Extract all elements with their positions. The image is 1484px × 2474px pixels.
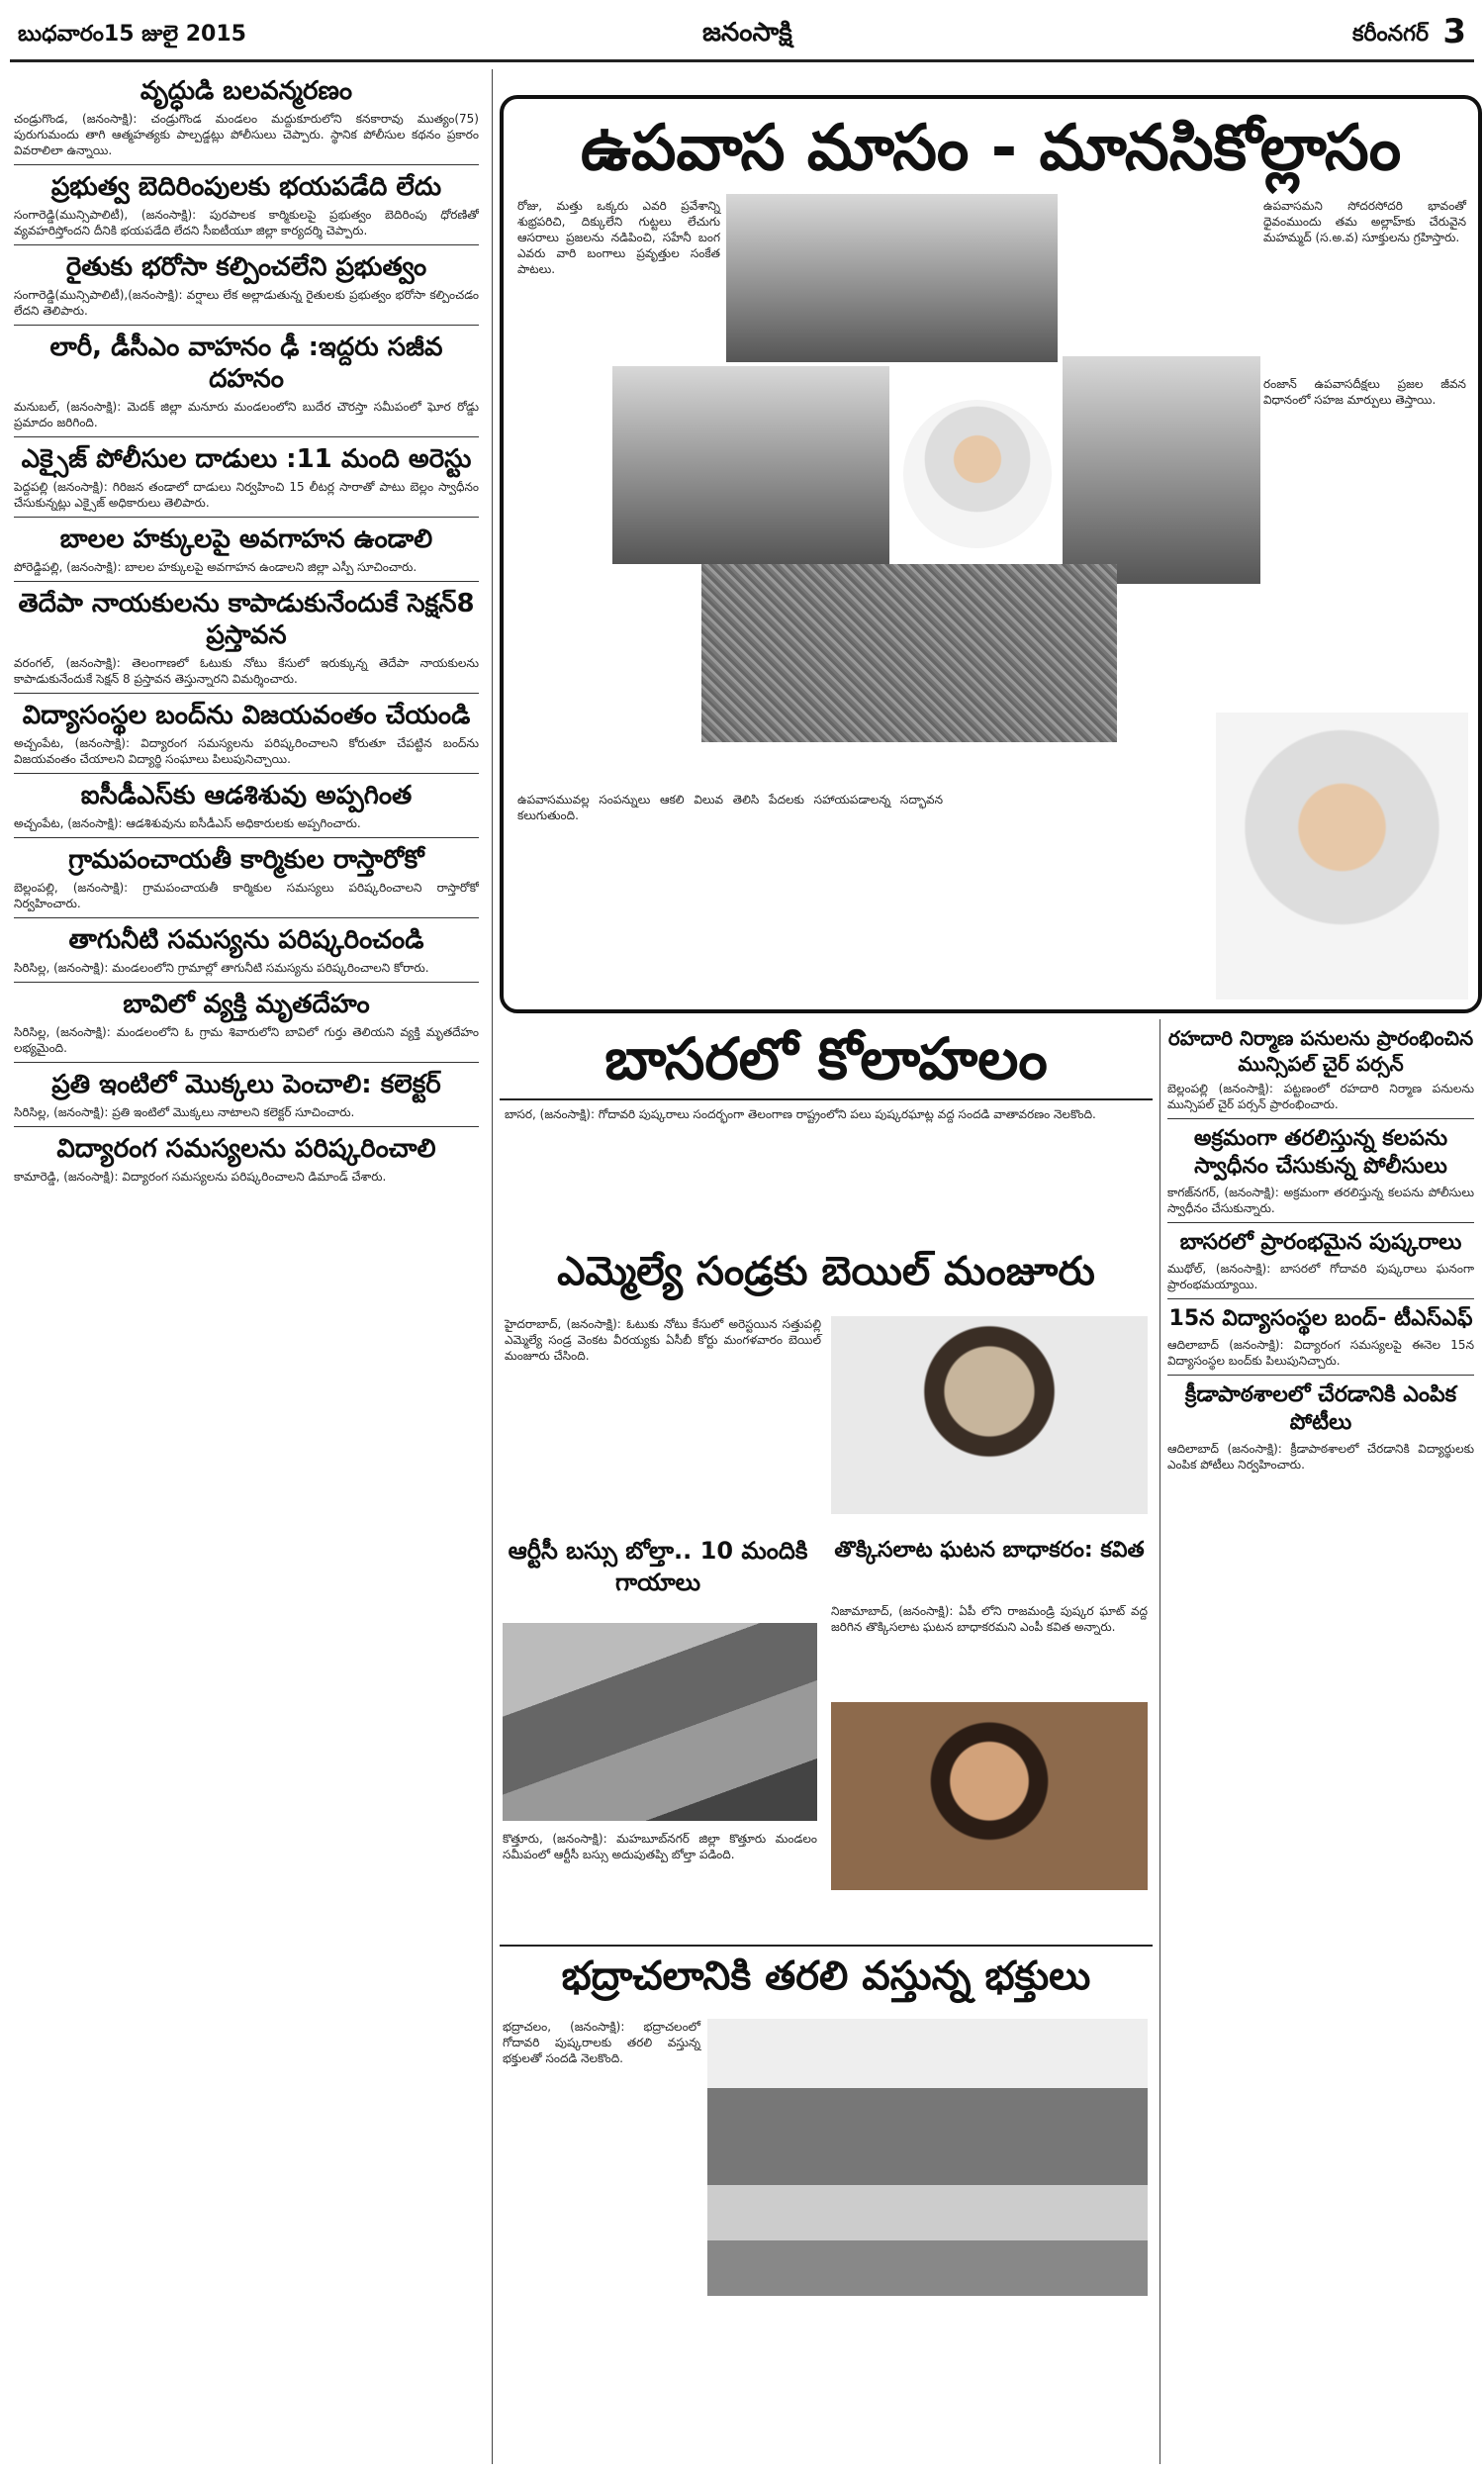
headline: గ్రామపంచాయతీ కార్మికుల రాస్తారోకో [68, 845, 424, 875]
mla-body: హైదరాబాద్, (జనంసాక్షి): ఓటుకు నోటు కేసులో అరెస్టయిన సత్తుపల్లి ఎమ్మెల్యే సండ్ర వెంకట వీరయ్యకు ఏసీబీ కోర్టు మంగళవారం బెయిల్ మంజూరు చేసింది. [505, 1317, 821, 1363]
article-body: ముథోల్, (జనంసాక్షి): బాసరలో గోదావరి పుష్కరాలు ఘనంగా ప్రారంభమయ్యాయి. [1167, 1262, 1474, 1291]
headline: రైతుకు భరోసా కల్పించలేని ప్రభుత్వం [65, 252, 427, 282]
divider [14, 982, 479, 983]
headline: తెదేపా నాయకులను కాపాడుకునేందుకే సెక్షన్8 ప్రస్తావన [18, 589, 475, 650]
feature-text: రంజాన్ ఉపవాసదీక్షలు ప్రజల జీవన విధానంలో సహజ మార్పులు తెస్తాయి. [1263, 377, 1466, 407]
feature-title: ఉపవాస మాసం - మానసికోల్లాసం [580, 112, 1402, 185]
paper-logo: జనంసాక్షి [702, 18, 792, 48]
right-column [1167, 1019, 1474, 2464]
headline: విద్యాసంస్థల బంద్‌ను విజయవంతం చేయండి [22, 701, 471, 730]
divider [1167, 1118, 1474, 1119]
prayer-photo [1063, 356, 1260, 584]
article-body: అచ్చంపేట, (జనంసాక్షి): విద్యారంగ సమస్యలను పరిష్కరించాలని కోరుతూ చేపట్టిన బంద్‌ను విజయవంతం చేయాలని విద్యార్థి సంఘాలు పిలుపునిచ్చాయి. [14, 736, 479, 766]
ramzan-feature-box [500, 95, 1482, 1013]
divider [14, 164, 479, 165]
feature-text: ఉపవాసమని సోదరసోదరి భావంతో ధైవంముందు తమ అల్లాహ్‌కు చేరువైన మహమ్మద్ (స.అ.వ) సూక్తులను గ్రహిస్తారు. [1263, 199, 1466, 244]
column-divider [492, 69, 493, 2464]
basara-body: బాసర, (జనంసాక్షి): గోదావరి పుష్కరాలు సందర్భంగా తెలంగాణ రాష్ట్రంలోని పలు పుష్కరఘాట్ల వద్ద సందడి వాతావరణం నెలకొంది. [505, 1107, 1096, 1121]
divider [1167, 1375, 1474, 1376]
divider [14, 1062, 479, 1063]
masthead [10, 8, 1474, 62]
charminar-crowd-photo [701, 564, 1117, 742]
article-body: ఆదిలాబాద్ (జనంసాక్షి): విద్యారంగ సమస్యలపై ఈనెల 15న విద్యాసంస్థల బంద్‌కు పిలుపునిచ్చారు. [1167, 1338, 1474, 1368]
article-body: అచ్చంపేట, (జనంసాక్షి): ఆడశిశువును ఐసీడీఎస్ అధికారులకు అప్పగించారు. [14, 816, 361, 830]
mla-photo [831, 1316, 1148, 1514]
headline: బాసరలో ప్రారంభమైన పుష్కరాలు [1179, 1230, 1462, 1255]
kavitha-body: నిజామాబాద్, (జనంసాక్షి): ఏపీ లోని రాజమండ్రి పుష్కర ఘాట్ వద్ద జరిగిన తొక్కిసలాట ఘటన బాధాకరమని ఎంపీ కవిత అన్నారు. [831, 1604, 1148, 1634]
headline: ప్రభుత్వ బెదిరింపులకు భయపడేది లేదు [50, 172, 442, 202]
headline: బావిలో వ్యక్తి మృతదేహం [123, 990, 370, 1019]
article-body: పెద్దపల్లి (జనంసాక్షి): గిరిజన తండాలో దాడులు నిర్వహించి 15 లీటర్ల సారాతో పాటు బెల్లం స్వాధీనం చేసుకున్నట్లు ఎక్సైజ్ అధికారులు తెలిపారు. [14, 480, 479, 510]
divider [14, 517, 479, 518]
article-body: చండ్రుగొండ, (జనంసాక్షి): చండ్రుగొండ మండలం మద్దుకూరులోని కనకారావు ముత్యం(75) పురుగుమందు తాగి ఆత్మహత్యకు పాల్పడ్డట్లు పోలీసులు చెప్పారు. స్థానిక పోలీసుల కథనం ప్రకారం వివరాలిలా ఉన్నాయి. [14, 112, 479, 157]
basara-headline: బాసరలో కోలాహలం [500, 1019, 1153, 1100]
divider [14, 837, 479, 838]
divider [14, 581, 479, 582]
article-body: కాగజ్‌నగర్, (జనంసాక్షి): అక్రమంగా తరలిస్తున్న కలపను పోలీసులు స్వాధీనం చేసుకున్నారు. [1167, 1186, 1474, 1215]
divider [1167, 1222, 1474, 1223]
article-body: బెల్లంపల్లి (జనంసాక్షి): పట్టణంలో రహదారి నిర్మాణ పనులను మున్సిపల్ చైర్ పర్సన్ ప్రారంభించారు. [1167, 1082, 1474, 1111]
headline: ప్రతి ఇంటిలో మొక్కలు పెంచాలి: కలెక్టర్ [51, 1070, 441, 1099]
bus-headline: ఆర్టీసీ బస్సు బోల్తా.. 10 మందికి గాయాలు [508, 1537, 808, 1596]
edition-city: కరీంనగర్ [1351, 22, 1429, 47]
bus-body: కొత్తూరు, (జనంసాక్షి): మహబూబ్‌నగర్ జిల్లా కొత్తూరు మండలం సమీపంలో ఆర్టీసీ బస్సు అదుపుతప్పి బోల్తా పడింది. [503, 1832, 817, 1861]
bhadrachalam-body: భద్రాచలం, (జనంసాక్షి): భద్రాచలంలో గోదావరి పుష్కరాలకు తరలి వస్తున్న భక్తులతో సందడి నెలకొంది. [503, 2020, 700, 2065]
page-number: 3 [1442, 12, 1466, 51]
issue-date: బుధవారం15 జులై 2015 [18, 22, 246, 47]
headline: 15న విద్యాసంస్థల బంద్- టీఎస్ఎఫ్ [1168, 1306, 1473, 1331]
bhadrachalam-river-photo [707, 2019, 1148, 2296]
feature-text: రోజు, మత్తు ఒక్కరు ఎవరి ప్రవేశాన్ని శుభ్రపరిచి, దిక్కులేని గుట్టలు లేచుగు ఆసరాలు ప్రజలను నడిపించి, సహేనీ బంగ ఎవరు వారి బంగాలు ప్రవృత్తుల సంకేత పాటలు. [517, 199, 720, 276]
divider [14, 325, 479, 326]
headline: ఐసీడీఎస్‌కు ఆడశిశువు అప్పగింత [80, 781, 413, 810]
headline: లారీ, డీసీఎం వాహనం ఢీ :ఇద్దరు సజీవ దహనం [49, 333, 443, 394]
divider [14, 773, 479, 774]
article-body: వరంగల్, (జనంసాక్షి): తెలంగాణలో ఓటుకు నోటు కేసులో ఇరుక్కున్న తెదేపా నాయకులను కాపాడుకునేందుకే సెక్షన్ 8 ప్రస్తావన తెస్తున్నారని విమర్శించారు. [14, 656, 479, 686]
headline: విద్యారంగ సమస్యలను పరిష్కరించాలి [56, 1134, 436, 1164]
article-body: సిరిసిల్ల, (జనంసాక్షి): మండలంలోని ఓ గ్రామ శివారులోని బావిలో గుర్తు తెలియని వ్యక్తి మృతదేహం లభ్యమైంది. [14, 1025, 479, 1055]
column-divider [1159, 1019, 1160, 2464]
mla-headline: ఎమ్మెల్యే సండ్రకు బెయిల్ మంజూరు [557, 1249, 1095, 1294]
bus-accident-photo [503, 1623, 817, 1821]
headline: వృద్ధుడి బలవన్మరణం [139, 76, 353, 106]
feature-text: ఉపవాసమువల్ల సంపన్నులు ఆకలి విలువ తెలిసి పేదలకు సహాయపడాలన్న సద్భావన కలుగుతుంది. [517, 793, 943, 822]
kavitha-photo [831, 1702, 1148, 1890]
headline: అక్రమంగా తరలిస్తున్న కలపను స్వాధీనం చేసుకున్న పోలీసులు [1193, 1126, 1448, 1179]
headline: తాగునీటి సమస్యను పరిష్కరించండి [68, 925, 424, 955]
article-body: కామారెడ్డి, (జనంసాక్షి): విద్యారంగ సమస్యలను పరిష్కరించాలని డిమాండ్ చేశారు. [14, 1170, 387, 1184]
divider [14, 244, 479, 245]
article-body: సంగారెడ్డి(మున్సిపాలిటీ), (జనంసాక్షి): పురపాలక కార్మికులపై ప్రభుత్వం బెదిరింపు ధోరణితో వ్యవహరిస్తోందని దీనికి భయపడేది లేదని సీఐటీయూ జిల్లా కార్యదర్శి చెప్పారు. [14, 208, 479, 238]
article-body: సిరిసిల్ల, (జనంసాక్షి): మండలంలోని గ్రామాల్లో తాగునీటి సమస్యను పరిష్కరించాలని కోరారు. [14, 961, 429, 975]
headline: బాలల హక్కులపై అవగాహన ఉండాలి [59, 524, 433, 554]
article-body: సంగారెడ్డి(మున్సిపాలిటీ),(జనంసాక్షి): వర్షాలు లేక అల్లాడుతున్న రైతులకు ప్రభుత్వం భరోసా కల్పించడం లేదని తెలిపారు. [14, 288, 479, 318]
divider [14, 693, 479, 694]
family-iftar-photo [612, 366, 889, 564]
headline: రహదారి నిర్మాణ పనులను ప్రారంభించిన మున్సిపల్ చైర్ పర్సన్ [1167, 1026, 1474, 1076]
article-body: మనుబల్, (జనంసాక్షి): మెదక్ జిల్లా మనూరు మండలంలోని బుదేర చౌరస్తా సమీపంలో ఘోర రోడ్డు ప్రమాదం జరిగింది. [14, 400, 479, 429]
divider [14, 917, 479, 918]
reading-woman-photo [899, 396, 1056, 552]
kavitha-headline: తొక్కిసలాట ఘటన బాధాకరం: కవిత [834, 1538, 1145, 1563]
article-body: పోరెడ్డిపల్లి, (జనంసాక్షి): బాలల హక్కులపై అవగాహన ఉండాలని జిల్లా ఎస్పీ సూచించారు. [14, 560, 417, 574]
article-body: సిరిసిల్ల, (జనంసాక్షి): ప్రతి ఇంటిలో మొక్కలు నాటాలని కలెక్టర్ సూచించారు. [14, 1105, 355, 1119]
article-body: బెల్లంపల్లి, (జనంసాక్షి): గ్రామపంచాయతీ కార్మికుల సమస్యలు పరిష్కరించాలని రాస్తారోకో నిర్వహించారు. [14, 881, 479, 910]
divider [14, 1126, 479, 1127]
left-column [14, 69, 479, 2464]
divider [14, 436, 479, 437]
bhadrachalam-headline: భద్రాచలానికి తరలి వస్తున్న భక్తులు [500, 1945, 1153, 2006]
article-body: ఆదిలాబాద్ (జనంసాక్షి): క్రీడాపాఠశాలలో చేరడానికి విద్యార్థులకు ఎంపిక పోటీలు నిర్వహించారు. [1167, 1442, 1474, 1472]
hijab-woman-photo [1216, 713, 1468, 999]
iftar-photo [726, 194, 1058, 362]
divider [1167, 1298, 1474, 1299]
headline: ఎక్సైజ్ పోలీసుల దాడులు :11 మంది అరెస్టు [21, 444, 472, 474]
headline: క్రీడాపాఠశాలలో చేరడానికి ఎంపిక పోటీలు [1184, 1382, 1457, 1435]
